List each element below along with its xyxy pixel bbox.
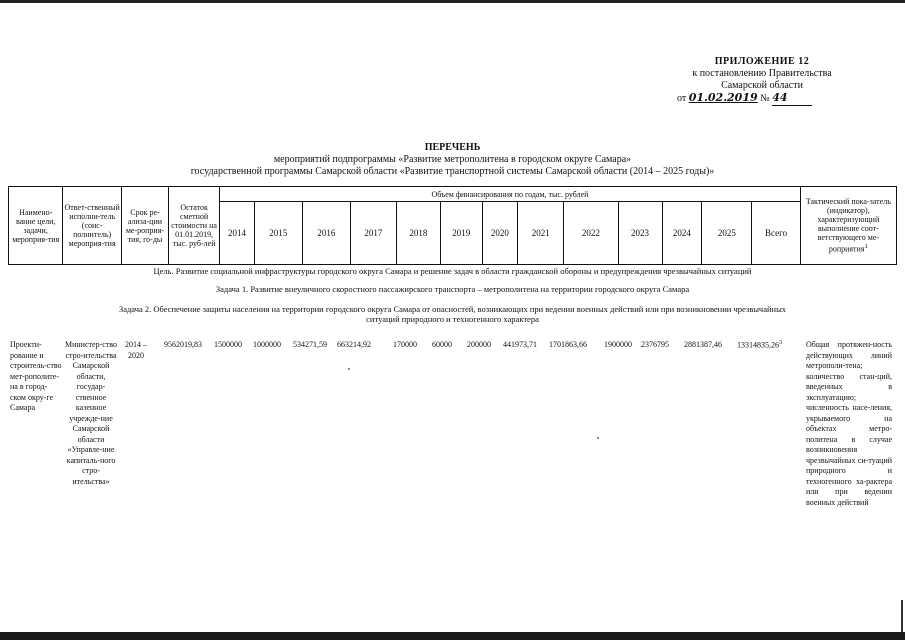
value-total-number: 13314835,26 [737,340,779,350]
scan-speck [597,437,599,439]
year-2022: 2022 [564,202,618,265]
year-2015: 2015 [254,202,302,265]
header-indicator-sup: 1 [864,243,868,251]
appendix-line1: к постановлению Правительства [692,68,832,79]
header-term: Срок ре-ализа-ции ме-роприя-тия, го-ды [121,187,168,265]
task1-text: Задача 1. Развитие внеуличного скоростного пассажирского транспорта – метрополитена на территории городского округа Самара [215,284,690,294]
value-2015: 1000000 [253,340,281,349]
funding-table-header [8,186,897,265]
heading-subtitle-1: мероприятий подпрограммы «Развитие метрополитена в городском округе Самара» [273,154,632,165]
year-2024: 2024 [662,202,702,265]
task2-line1: Задача 2. Обеспечение защиты населения на территории городского округа Самара от опасностей, возникающих при ведении военных действий или при возникновении чрезвычайных [118,304,787,314]
value-2024: 2376795 [641,340,669,349]
header-indicator-text: Тактический пока-затель (индикатор), характеризующий выполнение соот-ветствующего ме-роприятия [805,197,891,254]
number-field [772,92,812,106]
value-2019: 60000 [432,340,452,349]
appendix-date-line [667,92,857,106]
date-value: 01.02.2019 [688,91,758,104]
header-rest: Остаток сметной стоимости на 01.01.2019, тыс. руб-лей [168,187,219,265]
row-activity-name: Проекти-рование и строитель-ство мет-рополите-на в город-ском окру-ге Самара [10,340,62,412]
document-heading [0,142,905,178]
value-2020: 200000 [467,340,491,349]
value-2021: 441973,71 [503,340,537,349]
value-2018: 170000 [393,340,417,349]
year-2021: 2021 [518,202,564,265]
year-2019: 2019 [440,202,482,265]
top-scan-edge [0,0,905,3]
header-executor: Ответ-ственный исполни-тель (соис-полнитель) мероприя-тия [63,187,122,265]
year-total: Всего [752,202,800,265]
row-term: 2014 – 2020 [125,340,147,360]
year-2018: 2018 [396,202,440,265]
date-prefix: от [677,93,687,104]
scan-speck [348,368,350,370]
row-indicator: Общая протяжен-ность действующих линий метрополи-тена; количество стан-ций, введенных в эксплуатацию; численность насе-ления, укрываемого на объектах метро-политена в случае возникновения чрезвычайных си-туаций природного и техногенного ха-рактера или при ведении военных действий [806,340,892,507]
header-funding: Объем финансирования по годам, тыс. рублей [220,187,800,202]
value-2023: 1900000 [604,340,632,349]
header-name: Наимено-вание цели, задачи, мероприя-тия [9,187,63,265]
value-2022: 1701863,66 [549,340,587,349]
year-2023: 2023 [618,202,662,265]
value-2017: 663214,92 [337,340,371,349]
heading-subtitle-2: государственной программы Самарской области «Развитие транспортной системы Самарской области (2014 – 2025 годы)» [190,166,715,177]
number-prefix: № [760,93,770,104]
value-2016: 534271,59 [293,340,327,349]
year-2020: 2020 [482,202,518,265]
task2-text [40,304,865,324]
value-total [737,340,782,350]
bottom-scan-edge [0,632,905,640]
row-executor: Министер-ство стро-ительства Самарской области, государ-ственное казенное учрежде-ние Самарской области «Управле-ние капиталь-ного стро-ительства» [65,340,117,486]
row-rest-value: 9562019,83 [164,340,202,349]
heading-title: ПЕРЕЧЕНЬ [424,142,481,153]
value-total-sup: 3 [779,340,782,346]
year-2017: 2017 [350,202,396,265]
number-value: 44 [772,91,788,104]
year-2014: 2014 [220,202,255,265]
goal-text: Цель. Развитие социальной инфраструктуры городского округа Самара и решение задач в области гражданской обороны и предупреждения чрезвычайных ситуаций [153,266,752,276]
header-indicator [800,187,896,265]
year-2025: 2025 [702,202,752,265]
year-2016: 2016 [302,202,350,265]
appendix-title: ПРИЛОЖЕНИЕ 12 [714,56,810,67]
value-2025: 2881387,46 [684,340,722,349]
value-2014: 1500000 [214,340,242,349]
appendix-line2: Самарской области [721,80,803,91]
appendix-block [667,56,857,106]
task2-line2: ситуаций природного и техногенного характера [366,314,539,324]
